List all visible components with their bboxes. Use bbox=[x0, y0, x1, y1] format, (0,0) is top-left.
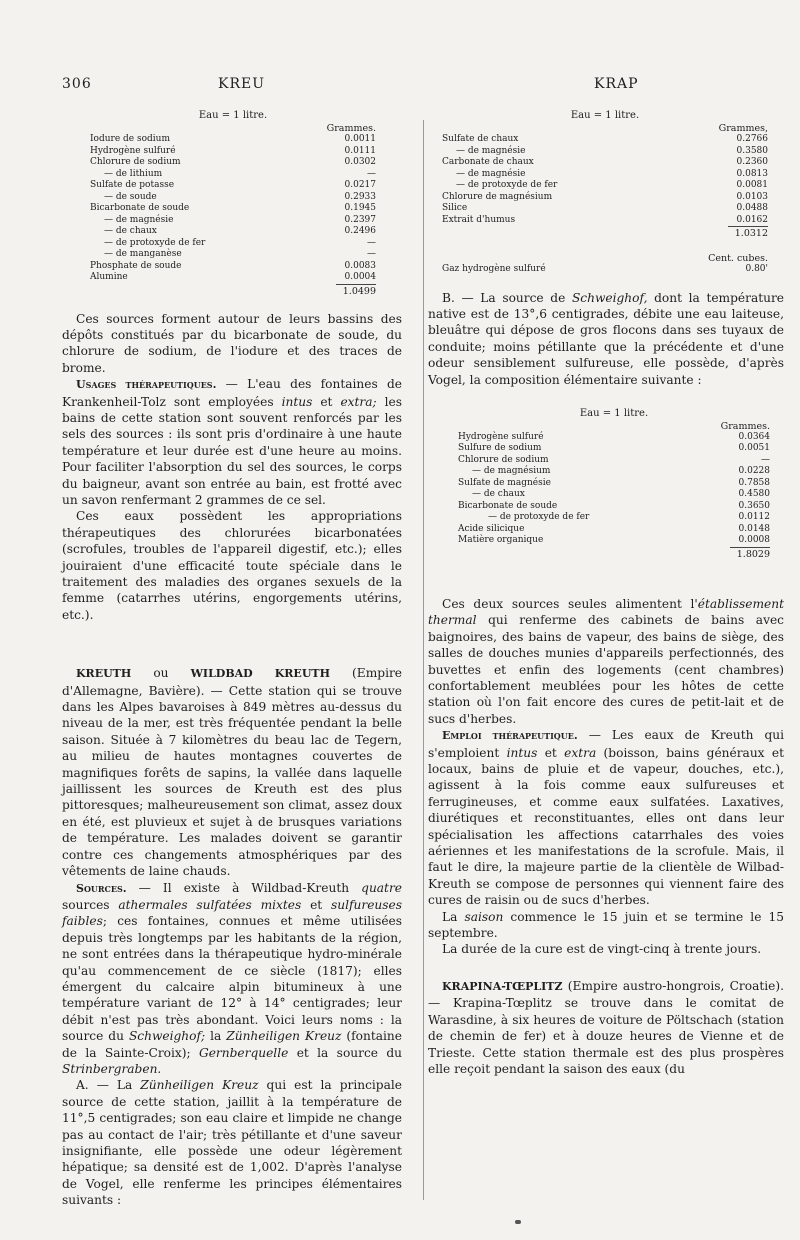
gas-unit: Cent. cubes. bbox=[708, 253, 768, 264]
table-row bbox=[90, 249, 376, 261]
table-unit: Grammes, bbox=[718, 123, 768, 134]
table-row bbox=[90, 261, 376, 273]
table-row bbox=[442, 215, 768, 227]
running-head-left: KREU bbox=[218, 76, 266, 92]
compound-name: — de soude bbox=[104, 191, 157, 202]
compound-name: Sulfate de potasse bbox=[90, 180, 175, 190]
section-head: Usages thérapeutiques. bbox=[76, 378, 217, 392]
table-row bbox=[442, 180, 768, 192]
paragraph: A. — La Zünheiligen Kreuz qui est la principale source de cette station, jaillit à la température de 11°,5 centigrades; son eau claire et limpide ne change pas au contact de l'air; très pétillante et d'une saveur insignifiante, elle possède une odeur légèrement hépatique; sa densité est de 1,002. D'après l'analyse de Vogel, elle renferme les principes élémentaires suivants : bbox=[62, 1078, 402, 1208]
compound-value: 0.0228 bbox=[738, 466, 770, 477]
table-row bbox=[458, 443, 770, 455]
left-column bbox=[62, 104, 402, 1209]
compound-value: 0.0103 bbox=[736, 191, 768, 202]
compound-value: 0.2496 bbox=[344, 226, 376, 236]
table-row bbox=[458, 432, 770, 444]
paragraph: Ces deux sources seules alimentent l'établissement thermal qui renferme des cabinets de bains avec baignoires, des bains de vapeur, des bains de siège, des salles de douches munies d'appareils perfectionnés, des buvettes et enfin des logements (cent chambres) confortablement meublées pour les hôtes de cette station où l'on fait encore des cures de petit-lait et de sucs d'herbes. bbox=[428, 596, 784, 726]
table-row bbox=[442, 134, 768, 146]
compound-value: 0.0083 bbox=[344, 260, 376, 271]
compound-name: Iodure de sodium bbox=[90, 134, 170, 144]
paragraph: Emploi thérapeutique. — Les eaux de Kreuth qui s'emploient intus et extra (boisson, bains généraux et locaux, bains de pluie et de vapeur, douches, etc.), agissent à la fois comme eaux sulfureuses et ferrugineuses, et comme eaux sulfatées. Laxatives, diurétiques et reconstituantes, elles ont dans leur spécialisation les affections catarrhales des voies aériennes et les manifestations de la scrofule. Mais, il faut le dire, la majeure partie de la clientèle de Wilbad-Kreuth se compose de personnes qui viennent faire des cures de raisin ou de sucs d'herbes. bbox=[428, 728, 785, 908]
compound-name: — de chaux bbox=[104, 226, 157, 236]
entry-head: WILDBAD KREUTH bbox=[190, 667, 330, 681]
paragraph: B. — La source de Schweighof, dont la température native est de 13°,6 centigrades, débite une eau laiteuse, bleuâtre qui dépose de gros flocons dans ses tuyaux de conduite; moins pétillante que la précédente et d'une odeur sensiblement sulfureuse, elle possède, d'après Vogel, la composition élémentaire suivante : bbox=[428, 290, 784, 387]
compound-value: 0.7858 bbox=[738, 477, 770, 488]
table-row bbox=[442, 169, 768, 181]
compound-value: 0.0364 bbox=[738, 431, 770, 442]
compound-name: — de protoxyde de fer bbox=[104, 237, 206, 248]
table-row bbox=[458, 478, 770, 490]
compound-value: 0.4580 bbox=[738, 489, 770, 500]
compound-name: Extrait d'humus bbox=[442, 214, 516, 225]
analysis-table-2 bbox=[428, 110, 784, 276]
entry-kreuth: KREUTH ou WILDBAD KREUTH (Empire d'Allemagne, Bavière). — Cette station qui se trouve dans les Alpes bavaroises à 849 mètres au-dessus du niveau de la mer, est très fréquentée pendant la belle saison. Située à 7 kilomètres du beau lac de Tegern, au milieu de hautes montagnes couvertes de magnifiques forêts de sapins, la vallée dans laquelle jaillissent les sources de Kreuth est des plus pittoresques; malheureusement son climat, assez doux en été, est pluvieux et sujet à de brusques variations de température. Les malades doivent se garantir contre ces changements atmosphériques par des vêtements de laine chauds. bbox=[62, 666, 403, 879]
compound-value: 0.0217 bbox=[344, 180, 376, 190]
compound-name: — de magnésie bbox=[456, 145, 526, 156]
column-rule bbox=[423, 120, 424, 1200]
entry-head: KRAPINA-TŒPLITZ bbox=[442, 979, 563, 993]
compound-value: 0.0011 bbox=[344, 134, 376, 144]
table-row bbox=[90, 226, 376, 238]
table-caption: Eau = 1 litre. bbox=[570, 110, 640, 121]
table-caption: Eau = 1 litre. bbox=[579, 407, 649, 419]
table-row bbox=[90, 192, 376, 204]
compound-value: 0.3650 bbox=[738, 500, 770, 511]
compound-name: Bicarbonate de soude bbox=[90, 203, 190, 213]
table-total: 1.0312 bbox=[442, 226, 768, 239]
compound-value: 0.0008 bbox=[738, 535, 770, 546]
entry-krapina: KRAPINA-TŒPLITZ (Empire austro-hongrois, Croatie). — Krapina-Tœplitz se trouve dans le comitat de Warasdine, à six heures de voiture de Pöltschach (station de chemin de fer) et à douze heures de Vienne et de Trieste. Cette station thermale est des plus prospères elle reçoit pendant la saison des eaux (du bbox=[428, 978, 784, 1076]
compound-value: 0.0111 bbox=[344, 145, 376, 156]
table-row bbox=[90, 215, 376, 227]
compound-name: Chlorure de magnésium bbox=[442, 191, 553, 202]
right-column bbox=[428, 104, 784, 1077]
paragraph: La saison commence le 15 juin et se termine le 15 septembre. bbox=[428, 909, 784, 941]
compound-value: 0.2360 bbox=[736, 157, 768, 167]
table-row bbox=[90, 272, 376, 284]
section-head: Emploi thérapeutique. bbox=[442, 729, 578, 743]
compound-name: — de magnésium bbox=[472, 466, 551, 477]
table-row bbox=[90, 180, 376, 192]
compound-value: 0.0302 bbox=[344, 157, 376, 167]
ink-mark bbox=[515, 1220, 521, 1224]
table-row bbox=[458, 501, 770, 513]
table-unit: Grammes. bbox=[720, 420, 770, 432]
compound-name: — de magnésie bbox=[104, 214, 174, 225]
table-row bbox=[90, 146, 376, 158]
paragraph: La durée de la cure est de vingt-cinq à trente jours. bbox=[442, 942, 762, 957]
compound-name: Alumine bbox=[90, 272, 128, 282]
gas-row: Gaz hydrogène sulfuré 0.80' bbox=[442, 264, 768, 274]
compound-value: — bbox=[367, 237, 376, 248]
analysis-table-3 bbox=[428, 408, 784, 560]
compound-name: Chlorure de sodium bbox=[458, 454, 549, 465]
table-row bbox=[90, 203, 376, 215]
compound-name: Acide silicique bbox=[458, 523, 525, 534]
compound-name: — de magnésie bbox=[456, 168, 526, 179]
compound-value: 0.0081 bbox=[736, 180, 768, 190]
compound-value: 0.1945 bbox=[344, 203, 376, 213]
table-row bbox=[90, 238, 376, 250]
table-unit: Grammes. bbox=[326, 123, 376, 134]
compound-value: 0.2397 bbox=[344, 214, 376, 225]
compound-value: 0.3580 bbox=[736, 145, 768, 156]
table-caption: Eau = 1 litre. bbox=[198, 110, 268, 121]
compound-value: — bbox=[367, 249, 376, 259]
compound-name: Hydrogène sulfuré bbox=[458, 431, 544, 442]
running-head-right: KRAP bbox=[594, 76, 639, 92]
compound-name: Sulfate de chaux bbox=[442, 134, 519, 144]
compound-value: 0.0148 bbox=[738, 523, 770, 534]
compound-name: Carbonate de chaux bbox=[442, 157, 534, 167]
compound-name: Silice bbox=[442, 203, 468, 213]
table-total: 1.8029 bbox=[458, 547, 770, 560]
table-row bbox=[442, 146, 768, 158]
paragraph: Ces sources forment autour de leurs bassins des dépôts constitués par du bicarbonate de soude, du chlorure de sodium, de l'iodure et des traces de brome. bbox=[62, 311, 402, 375]
compound-name: Sulfate de magnésie bbox=[458, 477, 551, 488]
compound-value: 0.0004 bbox=[344, 272, 376, 282]
compound-value: 0.0488 bbox=[736, 203, 768, 213]
paragraph: Ces eaux possèdent les appropriations thérapeutiques des chlorurées bicarbonatées (scrofules, troubles de l'appareil digestif, etc.); elles jouiraient d'une efficacité toute spéciale dans le traitement des maladies des organes sexuels de la femme (catarrhes utérins, engorgements utérins, etc.). bbox=[62, 509, 402, 622]
table-row bbox=[442, 203, 768, 215]
table-body bbox=[90, 134, 376, 284]
compound-name: — de protoxyde de fer bbox=[456, 180, 558, 190]
compound-name: Phosphate de soude bbox=[90, 260, 182, 271]
compound-name: — de protoxyde de fer bbox=[488, 512, 590, 523]
compound-name: Bicarbonate de soude bbox=[458, 500, 558, 511]
table-row bbox=[458, 455, 770, 467]
table-row bbox=[458, 489, 770, 501]
paragraph: Sources. — Il existe à Wildbad-Kreuth quatre sources athermales sulfatées mixtes et sulfureuses faibles; ces fontaines, connues et même utilisées depuis très longtemps par les habitants de la région, ne sont entrées dans la thérapeutique hydro-minérale qu'au commencement de ce siècle (1817); elles émergent du calcaire alpin bitumineux à une température variant de 12° à 14° centigrades; leur débit n'est pas très abondant. Voici leurs noms : la source du Schweighof; la Zünheiligen Kreuz (fontaine de la Sainte-Croix); Gernberquelle et la source du Strinbergraben. bbox=[62, 880, 403, 1076]
table-total: 1.0499 bbox=[90, 284, 376, 297]
analysis-table-1 bbox=[62, 110, 402, 297]
compound-name: Hydrogène sulfuré bbox=[90, 145, 176, 156]
compound-name: Sulfure de sodium bbox=[458, 443, 542, 454]
compound-value: — bbox=[367, 168, 376, 179]
table-row bbox=[458, 524, 770, 536]
compound-value: 0.2766 bbox=[736, 134, 768, 144]
table-row bbox=[442, 192, 768, 204]
table-body bbox=[458, 432, 770, 547]
entry-head: KREUTH bbox=[76, 667, 132, 681]
compound-value: 0.0112 bbox=[738, 512, 770, 523]
compound-name: — de manganèse bbox=[104, 249, 182, 259]
table-row bbox=[90, 169, 376, 181]
compound-value: 0.0162 bbox=[736, 214, 768, 225]
compound-value: 0.0051 bbox=[738, 443, 770, 454]
table-row bbox=[458, 535, 770, 547]
page-number: 306 bbox=[62, 76, 92, 92]
paragraph: Usages thérapeutiques. — L'eau des fontaines de Krankenheil-Tolz sont employées intus et extra; les bains de cette station sont souvent renforcés par les sels des sources : ils sont pris d'ordinaire à une haute température et leur durée est d'une heure au moins. Pour faciliter l'absorption du sel des sources, le corps du baigneur, avant son entrée au bain, est frotté avec un savon renfermant 2 grammes de ce sel. bbox=[62, 377, 403, 507]
compound-name: Chlorure de sodium bbox=[90, 157, 181, 167]
table-body bbox=[442, 134, 768, 226]
table-row bbox=[458, 466, 770, 478]
table-row bbox=[458, 512, 770, 524]
table-row bbox=[90, 157, 376, 169]
compound-value: 0.0813 bbox=[736, 168, 768, 179]
compound-value: — bbox=[761, 454, 770, 465]
table-row bbox=[442, 157, 768, 169]
compound-name: Matière organique bbox=[458, 535, 544, 546]
compound-name: — de lithium bbox=[104, 168, 163, 179]
compound-value: 0.2933 bbox=[344, 191, 376, 202]
compound-name: — de chaux bbox=[472, 489, 525, 500]
table-row bbox=[90, 134, 376, 146]
